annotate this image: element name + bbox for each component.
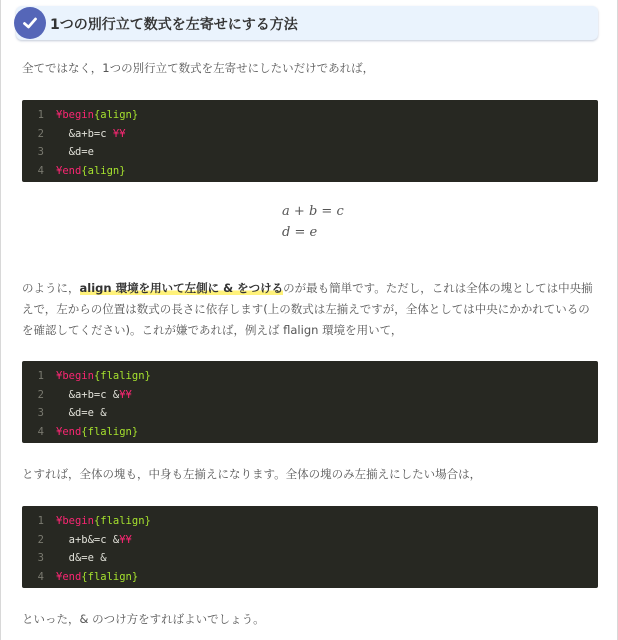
section-heading [16,6,598,40]
line-number: 4 [37,164,44,177]
code-line [22,423,598,442]
line-number: 2 [37,533,44,546]
code-line [22,106,598,125]
code-text: ¥end{flalign} [56,425,139,438]
math-display [282,201,344,243]
code-text: &d=e & [56,407,107,419]
code-line [22,162,598,181]
code-line [22,386,598,405]
intro-paragraph: 全てではなく，1つの別行立て数式を左寄せにしたいだけであれば， [22,61,375,75]
line-number: 1 [37,109,44,121]
equation-line-2: d = e [282,225,318,240]
code-block-flalign [22,361,598,443]
line-number: 2 [37,127,44,140]
code-text: d&=e & [56,552,107,564]
code-block-align [22,100,598,182]
equation-line-1: a + b = c [282,204,344,219]
code-text: ¥begin{flalign} [56,515,151,527]
code-text: ¥end{flalign} [56,570,139,583]
line-number: 4 [37,570,44,583]
highlighted-phrase: align 環境を用いて左側に & をつける [79,281,284,295]
explanation-paragraph: のように，align 環境を用いて左側に & をつけるのが最も簡単です。ただし，これは全体の塊としては中央揃えで，左からの位置は数式の長さに依存します(上の数式は左揃えですが，全体としては中央にかかれているのを確認してください)。これが嫌であれば，例えば flalign 環境を用いて， [22,281,593,337]
code-text: ¥end{align} [56,164,126,177]
line-number: 2 [37,388,44,401]
closing-paragraph: といった，& のつけ方をすればよいでしょう。 [22,612,265,626]
code-text: &d=e [56,146,94,158]
line-number: 4 [37,425,44,438]
code-line [22,549,598,568]
line-number: 3 [37,552,44,564]
check-icon [14,7,46,39]
code-block-flalign-alt [22,506,598,588]
code-line [22,404,598,423]
code-line [22,143,598,162]
code-text: a+b&=c &¥¥ [56,533,132,546]
code-line [22,568,598,587]
line-number: 1 [37,515,44,527]
code-line [22,531,598,550]
line-number: 1 [37,370,44,382]
code-text: ¥begin{flalign} [56,370,151,382]
code-text: &a+b=c &¥¥ [56,388,132,401]
code-text: &a+b=c ¥¥ [56,127,126,140]
code-line [22,367,598,386]
code-line [22,512,598,531]
line-number: 3 [37,146,44,158]
code-text: ¥begin{align} [56,109,139,121]
result-paragraph: とすれば，全体の塊も，中身も左揃えになります。全体の塊のみ左揃えにしたい場合は， [22,467,482,481]
heading-title: 1つの別行立て数式を左寄せにする方法 [50,17,298,33]
line-number: 3 [37,407,44,419]
code-line [22,125,598,144]
